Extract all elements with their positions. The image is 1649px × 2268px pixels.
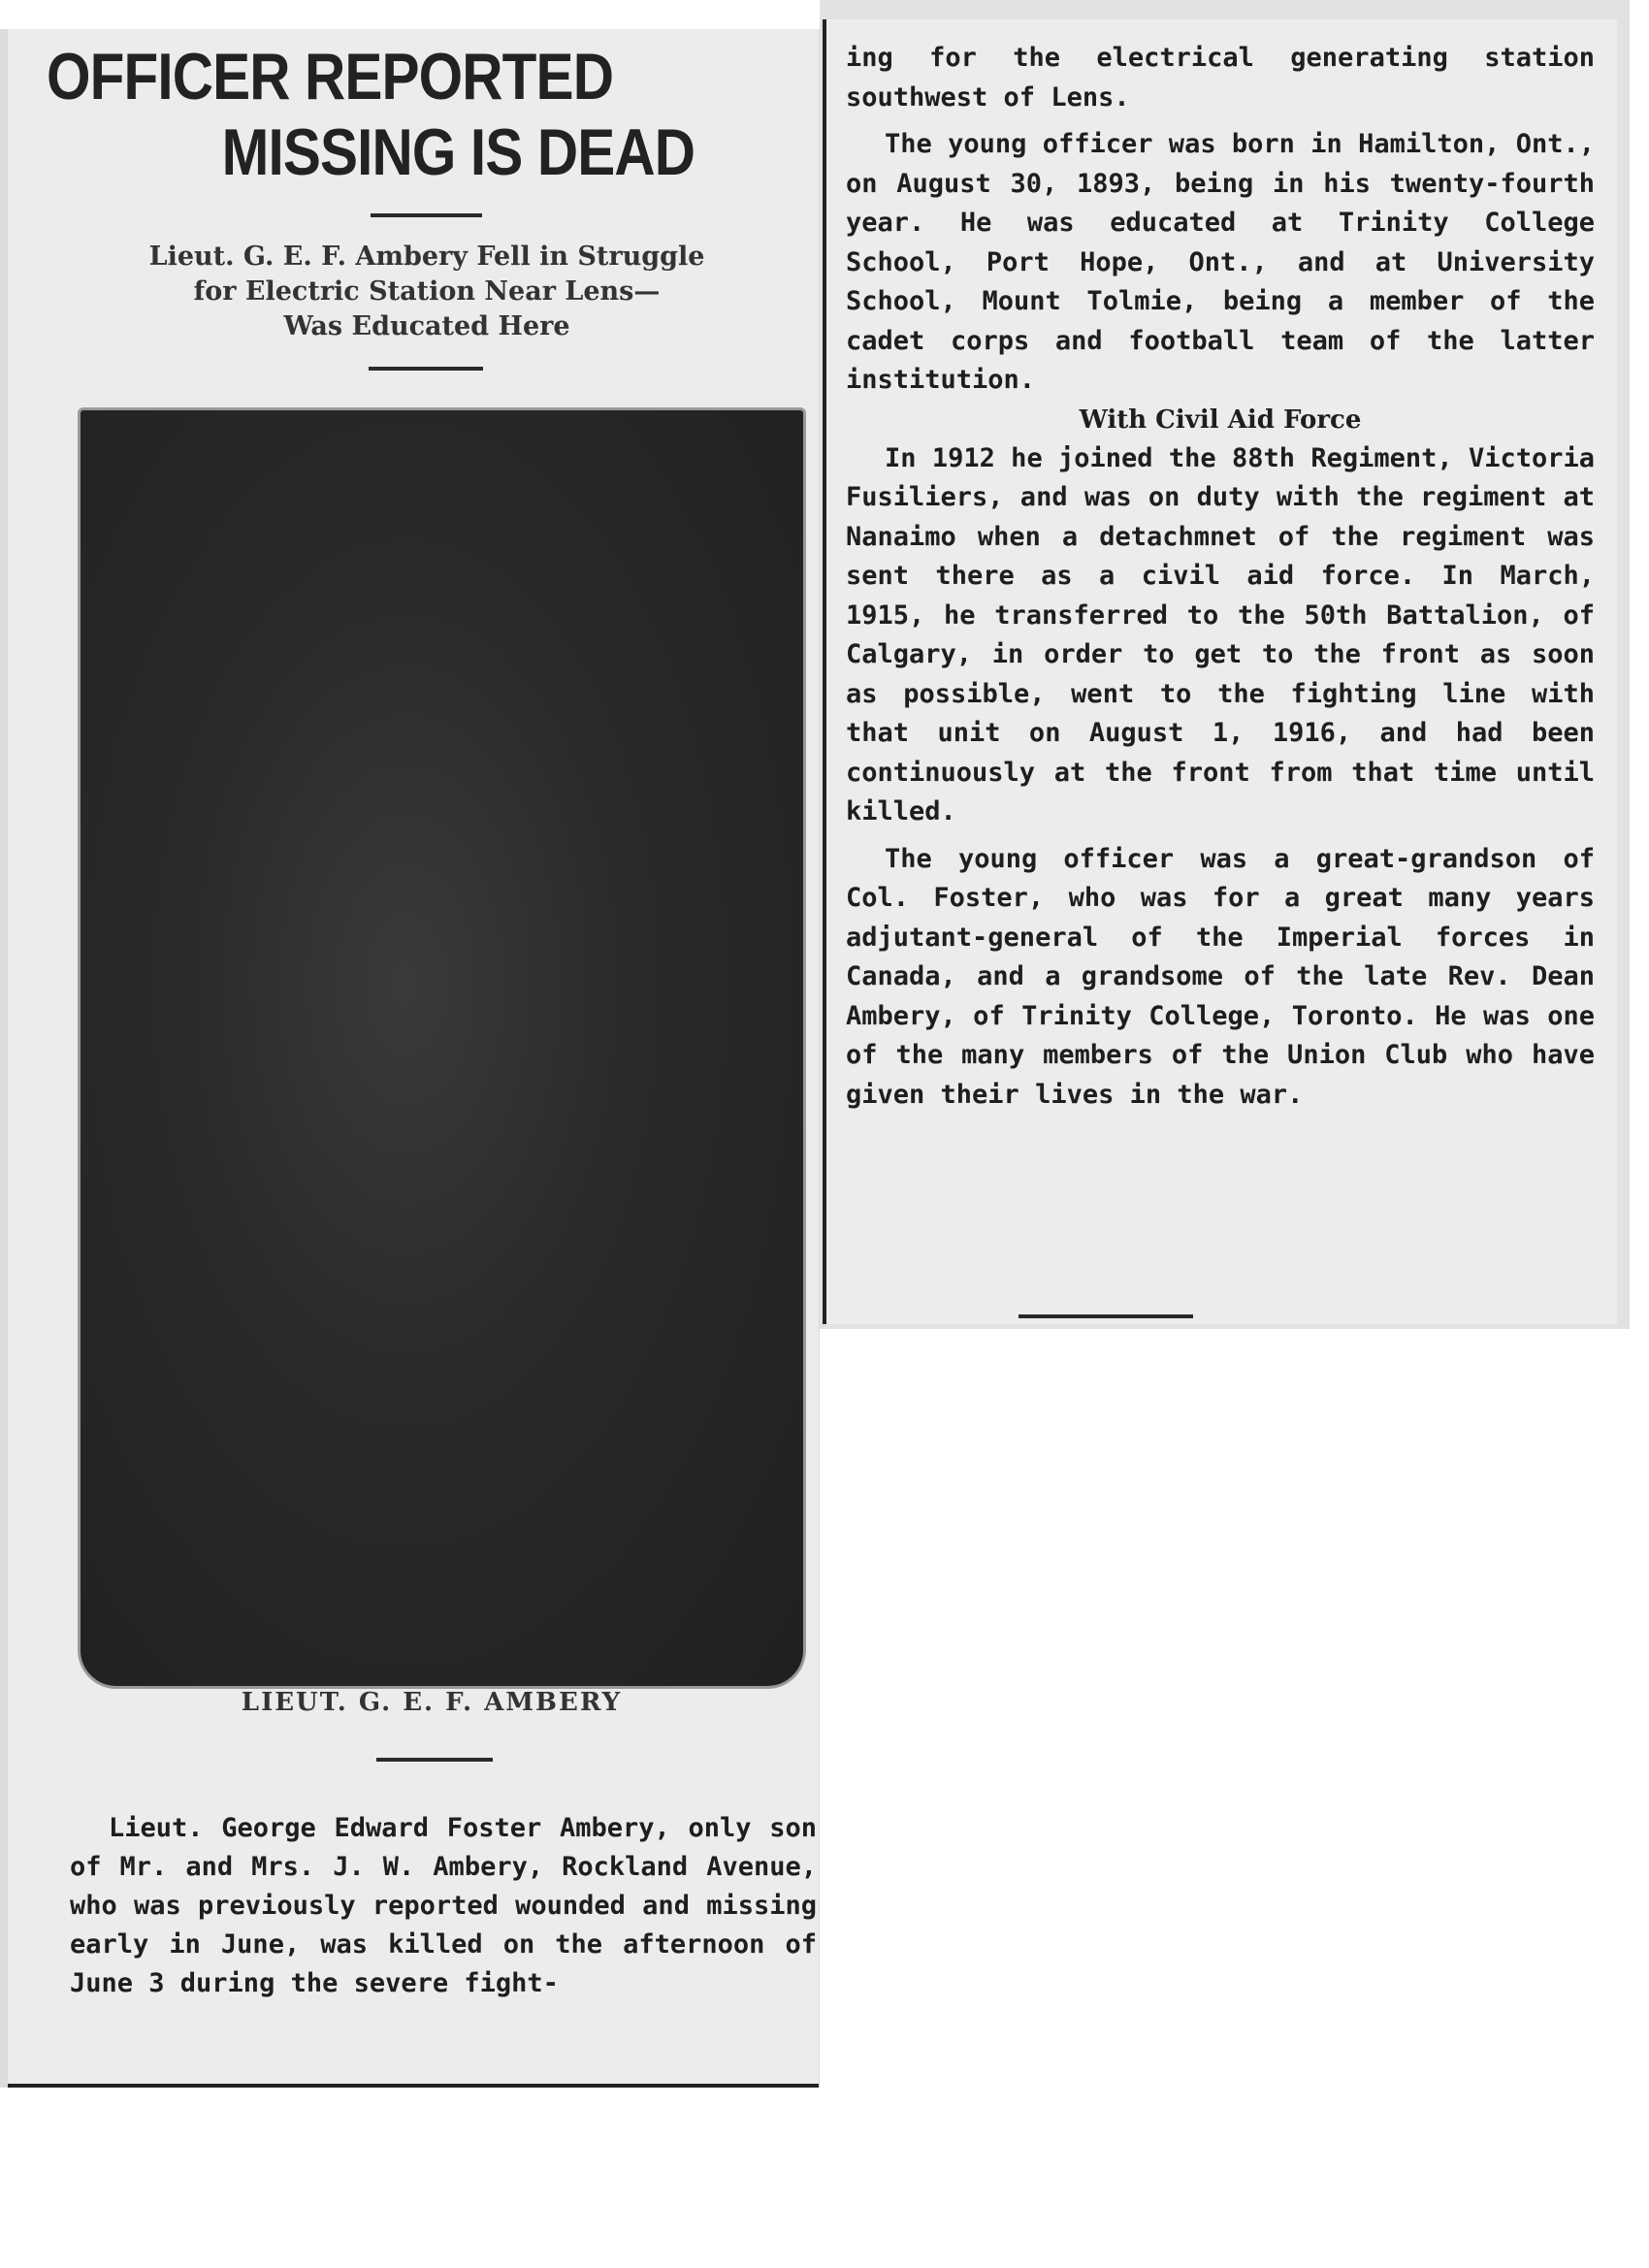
headline	[47, 39, 697, 190]
portrait-photo	[78, 407, 806, 1689]
article-lead-right: ing for the electrical generating station southwest of Lens.	[846, 43, 1595, 113]
article-paragraph-birth: The young officer was born in Hamilton, Ont., on August 30, 1893, being in his twenty-fourth year. He was educated at Trinity College School, Port Hope, Ont., and at University School, Mount Tolmie, being a member of the cadet corps and football team of the latter institution.	[846, 129, 1595, 395]
deck-line-2: for Electric Station Near Lens—	[193, 276, 661, 307]
headline-line-2: MISSING IS DEAD	[221, 115, 695, 189]
headline-line-1: OFFICER REPORTED	[47, 40, 614, 113]
article-end-rule	[1018, 1314, 1193, 1318]
article-paragraph-service: In 1912 he joined the 88th Regiment, Victoria Fusiliers, and was on duty with the regiment at Nanaimo when a detachmnet of the regiment was sent there as a civil aid force. In March, 1915, he transferred to the 50th Battalion, of Calgary, in order to get to the front as soon as possible, went to the fighting line with that unit on August 1, 1916, and had been continuously at the front from that time until killed.	[846, 442, 1595, 826]
deck-rule	[369, 367, 483, 371]
article-paragraph-family: The young officer was a great-grandson of Col. Foster, who was for a great many years adjutant-general of the Imperial forces in Canada, and a grandsome of the late Rev. Dean Ambery, of Trinity College, Toronto. He was one of the many members of the Union Club who have given their lives in the war.	[846, 843, 1595, 1110]
deck-line-3: Was Educated Here	[283, 311, 570, 341]
headline-rule	[371, 213, 482, 217]
article-lead-left: Lieut. George Edward Foster Ambery, only son of Mr. and Mrs. J. W. Ambery, Rockland Avenue, who was previously reported wounded and missing early in June, was killed on the afternoon of June 3 during the severe fight-	[70, 1813, 817, 1998]
deck	[48, 240, 805, 344]
article-right-column	[846, 39, 1595, 1115]
article-subhead: With Civil Aid Force	[1079, 405, 1362, 435]
deck-line-1: Lieut. G. E. F. Ambery Fell in Struggle	[148, 242, 705, 272]
photo-caption: LIEUT. G. E. F. AMBERY	[241, 1688, 623, 1717]
caption-rule	[376, 1758, 493, 1762]
article-left-column	[70, 1809, 817, 2003]
